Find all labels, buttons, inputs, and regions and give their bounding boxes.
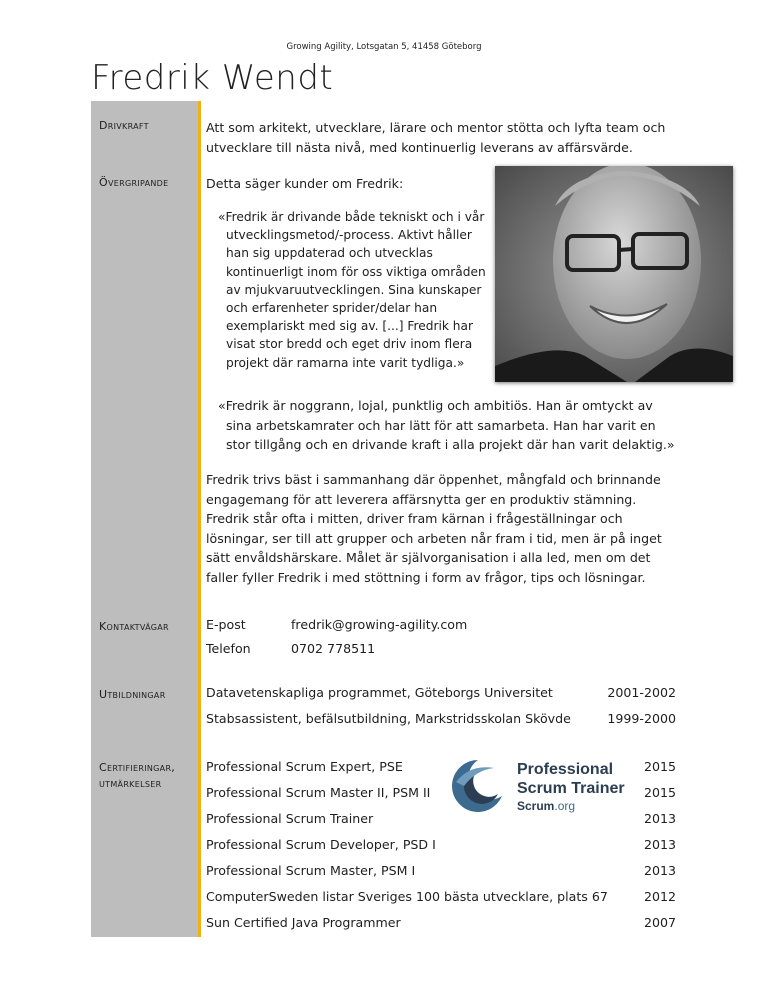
cert-item: Professional Scrum Trainer	[206, 811, 374, 826]
drivkraft-text: Att som arkitekt, utvecklare, lärare och mentor stötta och lyfta team och utvecklare till nästa nivå, med kontinuerlig leverans av affärsvärde.	[206, 120, 666, 155]
cert-item: Professional Scrum Expert, PSE	[206, 759, 403, 774]
cert-item: ComputerSweden listar Sveriges 100 bästa utvecklare, plats 67	[206, 889, 608, 904]
logo-line-1: Professional	[517, 761, 614, 778]
cert-item: Professional Scrum Developer, PSD I	[206, 837, 436, 852]
logo-scrum: Scrum	[517, 799, 555, 813]
cert-item: Professional Scrum Master, PSM I	[206, 863, 416, 878]
phone-label: Telefon	[206, 641, 251, 656]
cert-year: 2012	[643, 889, 676, 904]
cert-item: Sun Certified Java Programmer	[206, 915, 401, 930]
cert-year: 2015	[643, 759, 676, 774]
accent-bar	[198, 101, 201, 937]
education-years: 2001-2002	[607, 685, 676, 700]
section-label-utmarkelser: utmärkelser	[99, 777, 162, 790]
education-item: Stabsassistent, befälsutbildning, Markstridsskolan Skövde	[206, 711, 571, 726]
overgripande-body: Fredrik trivs bäst i sammanhang där öppenhet, mångfald och brinnande engagemang för att leverera affärsnytta ger en produktiv stämning. Fredrik står ofta i mitten, driver fram kärnan i frågeställningar och lösningar, ser till att grupper och arbeten når fram i tid, men är på inget sätt envåldshärskare. Målet är självorganisation i alla led, men om det faller fyller Fredrik i med stöttning i form av frågor, tips och lösningar.	[206, 472, 662, 585]
overgripande-intro: Detta säger kunder om Fredrik:	[206, 176, 404, 191]
logo-org: .org	[554, 799, 576, 813]
cert-year: 2013	[643, 863, 676, 878]
portrait-photo	[495, 166, 733, 382]
sidebar	[91, 101, 198, 937]
logo-line-3	[517, 799, 575, 813]
cert-year: 2013	[643, 837, 676, 852]
education-item: Datavetenskapliga programmet, Göteborgs Universitet	[206, 685, 553, 700]
cert-year: 2007	[643, 915, 676, 930]
page-title: Fredrik Wendt	[91, 58, 334, 98]
address: Growing Agility, Lotsgatan 5, 41458 Göteborg	[286, 42, 482, 52]
phone-number: 0702 778511	[291, 641, 376, 656]
customer-quote-1: «Fredrik är drivande både tekniskt och i vår utvecklingsmetod/-process. Aktivt håller han sig uppdaterad och utvecklas kontinuerligt inom för oss viktiga områden av mjukvaruutvecklingen. Sina kunskaper och erfarenheter sprider/delar han exemplariskt med sig av. [...] Fredrik har visat stor bredd och eget driv inom flera projekt där ramarna inte varit tydliga.»	[218, 210, 486, 370]
section-label-overgripande: Övergripande	[99, 176, 169, 189]
section-label-drivkraft: Drivkraft	[99, 119, 149, 132]
section-label-kontakt: Kontaktvägar	[99, 620, 169, 633]
section-label-utbildningar: Utbildningar	[99, 688, 166, 701]
professional-scrum-trainer-logo	[450, 756, 635, 816]
logo-line-2: Scrum Trainer	[517, 780, 625, 797]
email-label: E-post	[206, 617, 246, 632]
cert-year: 2013	[643, 811, 676, 826]
email-link[interactable]: fredrik@growing-agility.com	[291, 617, 468, 632]
customer-quote-2: «Fredrik är noggrann, lojal, punktlig och ambitiös. Han är omtyckt av sina arbetskamrater och har lätt för att samarbeta. Han har varit en stor tillgång och en drivande kraft i alla projekt där han varit delaktig.»	[218, 398, 675, 452]
cert-item: Professional Scrum Master II, PSM II	[206, 785, 431, 800]
education-years: 1999-2000	[607, 711, 676, 726]
cert-year: 2015	[643, 785, 676, 800]
section-label-certifieringar: Certifieringar,	[99, 761, 176, 774]
